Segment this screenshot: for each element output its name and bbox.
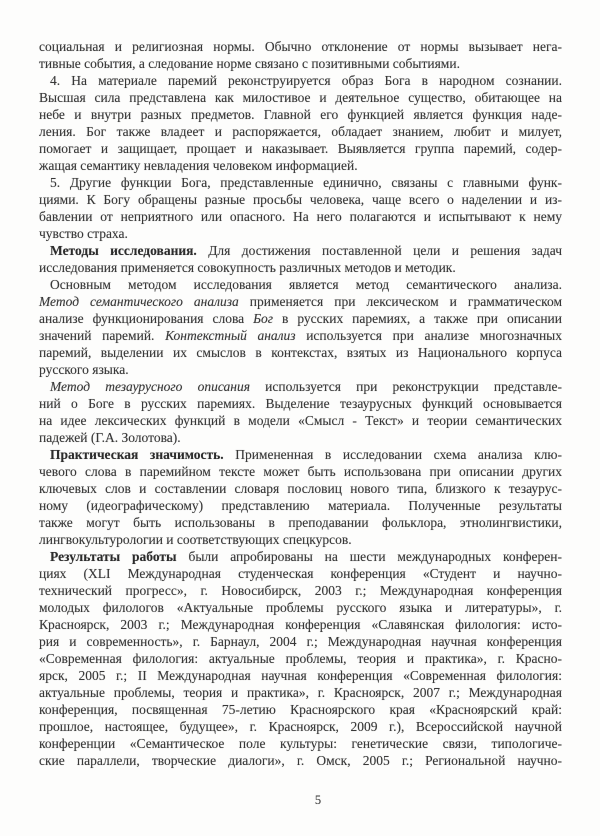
text-run: циями. К Богу обращены разные просьбы человека, чаще всего о наделении и из- [39,192,562,207]
text-run: были апробированы на шести международных конферен- [176,549,563,564]
text-line [39,650,562,667]
text-line [39,735,562,752]
text-line [39,565,562,582]
text-run: тивные события, а следование норме связано с позитивными событиями. [39,56,460,71]
text-run: используется при анализе многозначных [295,328,563,343]
text-run: жащая семантику невладения человеком информацией. [39,158,358,173]
text-line [39,106,562,123]
text-run: небе и внутри разных предметов. Главной его функцией является функция наде- [39,107,562,122]
text-run: молодых филологов «Актуальные проблемы русского языка и литературы», г. [39,600,562,615]
text-line [39,276,562,293]
text-line [39,344,562,361]
text-run: ярск, 2005 г.; II Международная научная конференция «Современная филология: [39,668,562,683]
text-run: конференции «Семантическое поле культуры: генетические связи, типологиче- [39,736,562,751]
text-run: также могут быть использованы в преподавании фольклора, этнолингвистики, [39,515,562,530]
text-run: социальная и религиозная нормы. Обычно отклонение от нормы вызывает нега- [39,39,562,54]
text-run: в русских паремиях, а также при описании [273,311,562,326]
text-run: значений паремий. [39,328,166,343]
text-run: ключевых слов и составлении словаря пословиц нового типа, близкого к тезаурус- [39,481,562,496]
text-line [39,531,562,548]
italic-run: Метод тезаурусного описания [50,379,250,394]
italic-run: Бог [253,311,274,326]
text-run: чувство страха. [39,226,128,241]
text-line [39,225,562,242]
text-line [39,701,562,718]
text-line [39,293,562,310]
text-run: 4. На материале паремий реконструируется образ Бога в народном сознании. [50,73,562,88]
text-line [39,191,562,208]
text-line [39,599,562,616]
text-run: Красноярск, 2003 г.; Международная конференция «Славянская филология: исто- [39,617,562,632]
text-line [39,378,562,395]
text-run: циях (XLI Международная студенческая конференция «Студент и научно- [39,566,562,581]
text-run: бавлении от неприятного или опасного. На него полагаются и испытывают к нему [39,209,562,224]
text-line [39,123,562,140]
text-line [39,327,562,344]
text-line [39,497,562,514]
text-line [39,718,562,735]
text-run: 5. Другие функции Бога, представленные единично, связаны с главными функ- [50,175,562,190]
text-line [39,633,562,650]
text-run: лингвокультурологии и соответствующих спецкурсов. [39,532,352,547]
text-line [39,140,562,157]
text-line [39,38,562,55]
text-line [39,157,562,174]
text-run: Высшая сила представлена как милостивое и деятельное существо, обитающее на [39,90,562,105]
text-run: прошлое, настоящее, будущее», г. Красноярск, 2009 г.), Всероссийской научной [39,719,562,734]
text-run: Основным методом исследования является метод семантического анализа. [50,277,562,292]
text-line [39,395,562,412]
text-run: применяется при лексическом и грамматическом [238,294,562,309]
text-line [39,259,562,276]
text-line [39,412,562,429]
text-line [39,446,562,463]
bold-run: Практическая значимость. [50,447,224,462]
text-run: актуальные проблемы, теория и практика», г. Красноярск, 2007 г.; Международная [39,685,562,700]
bold-run: Результаты работы [50,549,177,564]
text-run: русского языка. [39,362,129,377]
text-line [39,667,562,684]
text-line [39,242,562,259]
text-line [39,514,562,531]
text-line [39,480,562,497]
text-line [39,174,562,191]
text-run: Примененная в исследовании схема анализа клю- [223,447,562,462]
text-run: ний о Боге в русских паремиях. Выделение тезаурусных функций основывается [39,396,562,411]
page-number: 5 [314,793,322,807]
text-block [39,38,562,769]
text-run: ному (идеографическому) представлению материала. Полученные результаты [39,498,562,513]
text-run: исследования применяется совокупность различных методов и методик. [39,260,456,275]
text-line [39,89,562,106]
text-run: паремий, выделении их смыслов в контекстах, взятых из Национального корпуса [39,345,562,360]
text-run: Для достижения поставленной цели и решения задач [196,243,562,258]
text-line [39,616,562,633]
text-line [39,208,562,225]
text-line [39,684,562,701]
text-line [39,55,562,72]
text-line [39,463,562,480]
text-line [39,429,562,446]
text-run: ские параллели, творческие диалоги», г. Омск, 2005 г.; Региональной научно- [39,753,562,768]
text-run: рия и современность», г. Барнаул, 2004 г.; Международная научная конференция [39,634,562,649]
text-run: «Современная филология: актуальные проблемы, теория и практика», г. Красно- [39,651,562,666]
text-line [39,752,562,769]
text-line [39,361,562,378]
text-line [39,582,562,599]
text-run: используется при реконструкции представле- [249,379,563,394]
text-line [39,310,562,327]
text-run: технический прогресс», г. Новосибирск, 2003 г.; Международная конференция [39,583,562,598]
text-run: анализе функционирования слова [39,311,254,326]
text-run: на идее лексических функций в модели «Смысл - Текст» и теории семантических [39,413,562,428]
italic-run: Контекстный анализ [165,328,296,343]
bold-run: Методы исследования. [50,243,197,258]
text-run: ления. Бог также владеет и распоряжается, обладает знанием, любит и милует, [39,124,562,139]
text-run: помогает и защищает, прощает и наказывает. Выявляется группа паремий, содер- [39,141,562,156]
text-line [39,548,562,565]
text-run: конференция, посвященная 75-летию Красноярского края «Красноярский край: [39,702,562,717]
italic-run: Метод семантического анализа [39,294,239,309]
text-line [39,72,562,89]
text-run: чевого слова в паремийном тексте может быть использована при описании других [39,464,562,479]
text-run: падежей (Г.А. Золотова). [39,430,181,445]
